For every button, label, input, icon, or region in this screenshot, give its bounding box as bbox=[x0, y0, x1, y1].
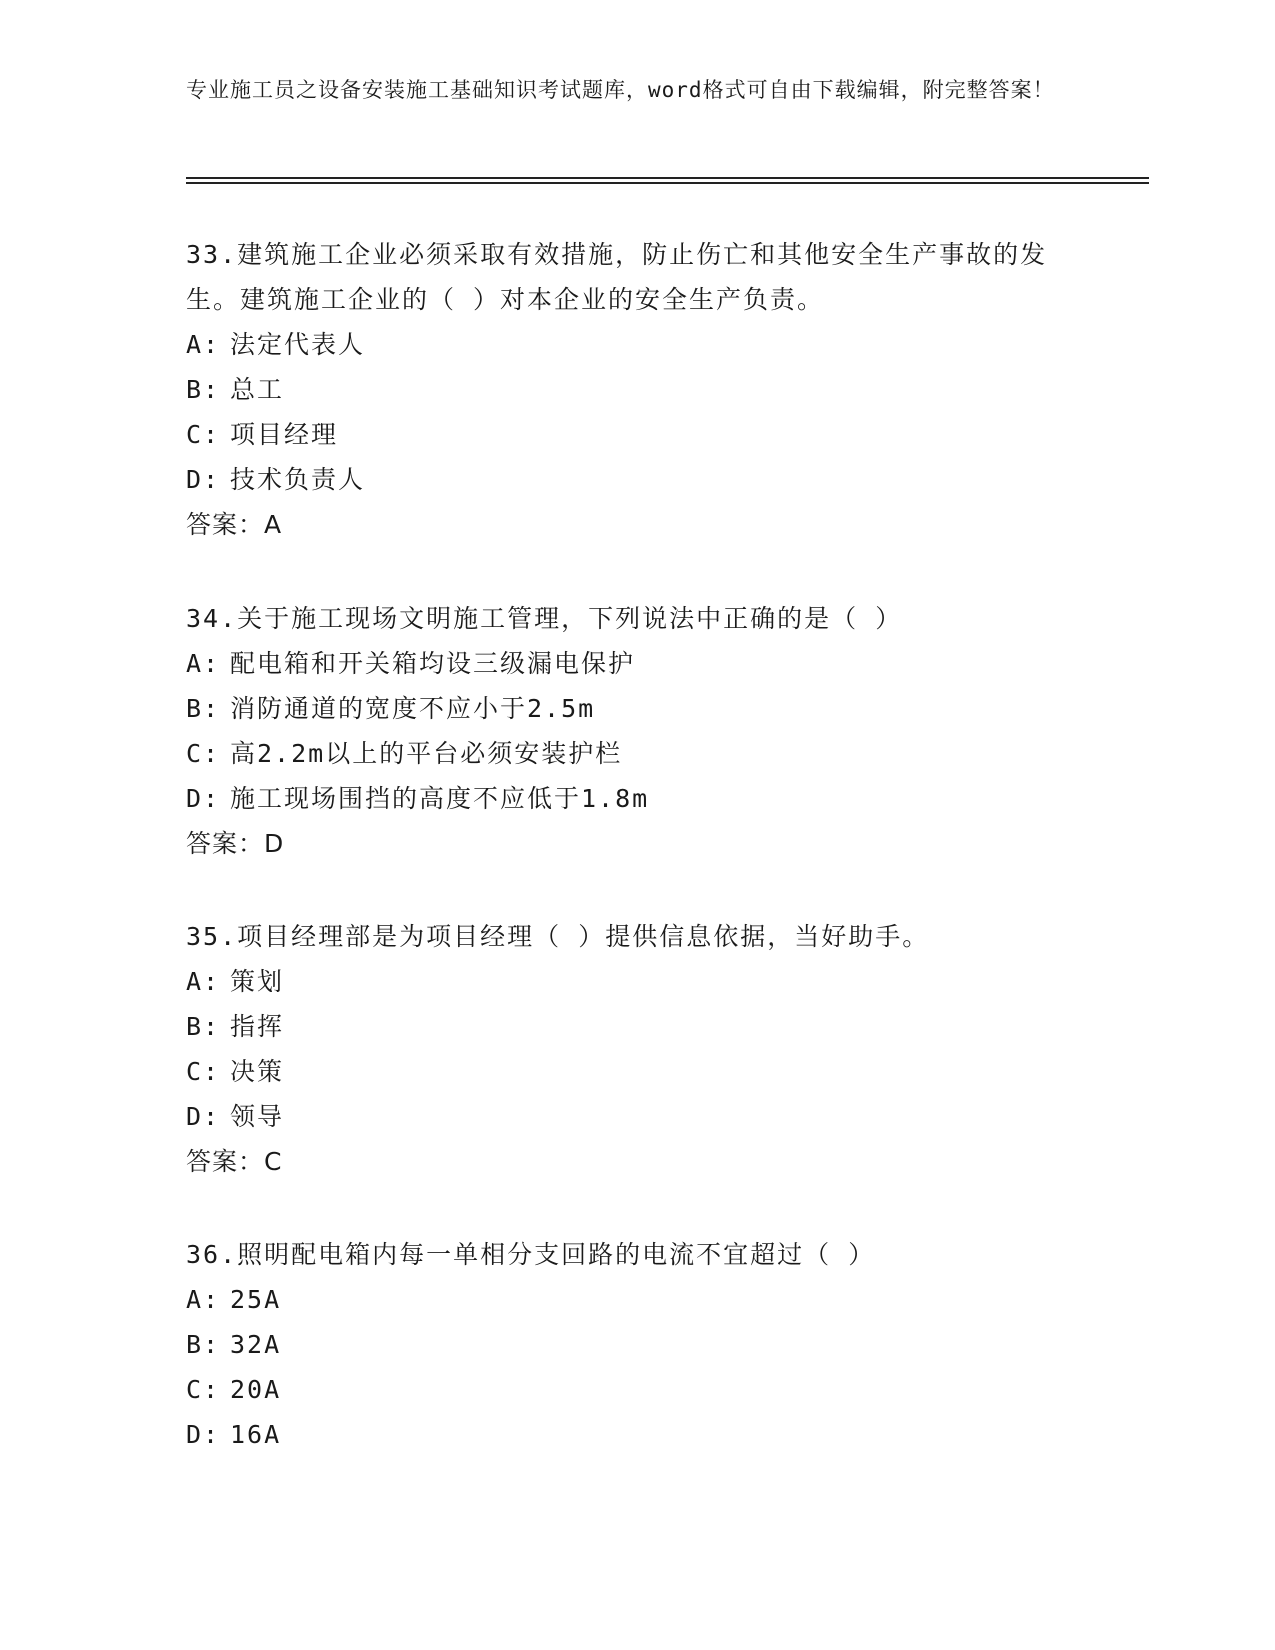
option-text: 领导 bbox=[230, 1102, 285, 1131]
question-stem: 34.关于施工现场文明施工管理，下列说法中正确的是（ ） bbox=[186, 604, 903, 633]
option-a bbox=[186, 641, 1086, 686]
option-a bbox=[186, 959, 1086, 1004]
header-divider-top bbox=[186, 177, 1149, 179]
option-key: D: bbox=[186, 465, 221, 494]
option-c bbox=[186, 1049, 1086, 1094]
option-c bbox=[186, 731, 1086, 776]
question-stem: 35.项目经理部是为项目经理（ ）提供信息依据，当好助手。 bbox=[186, 922, 930, 951]
question-35 bbox=[186, 914, 1086, 1184]
option-b bbox=[186, 1004, 1086, 1049]
option-text: 策划 bbox=[230, 967, 285, 996]
option-d bbox=[186, 1094, 1086, 1139]
option-text: 施工现场围挡的高度不应低于1.8m bbox=[230, 784, 650, 813]
option-b bbox=[186, 1322, 1086, 1367]
option-text: 决策 bbox=[230, 1057, 285, 1086]
option-key: D: bbox=[186, 1102, 221, 1131]
option-text: 消防通道的宽度不应小于2.5m bbox=[230, 694, 596, 723]
option-d bbox=[186, 776, 1086, 821]
option-text: 指挥 bbox=[230, 1012, 285, 1041]
option-text: 法定代表人 bbox=[230, 330, 366, 359]
option-key: B: bbox=[186, 375, 221, 404]
answer-line: 答案：C bbox=[186, 1147, 283, 1176]
option-key: C: bbox=[186, 1057, 221, 1086]
option-key: A: bbox=[186, 967, 221, 996]
option-key: A: bbox=[186, 649, 221, 678]
answer-line: 答案：A bbox=[186, 510, 283, 539]
option-key: C: bbox=[186, 1375, 221, 1404]
question-36 bbox=[186, 1232, 1086, 1457]
option-b bbox=[186, 367, 1086, 412]
option-key: C: bbox=[186, 420, 221, 449]
question-33 bbox=[186, 232, 1086, 547]
option-key: B: bbox=[186, 694, 221, 723]
question-stem: 36.照明配电箱内每一单相分支回路的电流不宜超过（ ） bbox=[186, 1240, 876, 1269]
option-b bbox=[186, 686, 1086, 731]
question-stem: 33.建筑施工企业必须采取有效措施，防止伤亡和其他安全生产事故的发生。建筑施工企业的（ ）对本企业的安全生产负责。 bbox=[186, 240, 1048, 314]
option-key: D: bbox=[186, 784, 221, 813]
option-key: A: bbox=[186, 1285, 221, 1314]
option-key: D: bbox=[186, 1420, 221, 1449]
option-key: C: bbox=[186, 739, 221, 768]
option-text: 总工 bbox=[230, 375, 285, 404]
header-divider-bottom bbox=[186, 182, 1149, 184]
option-text: 20A bbox=[230, 1375, 282, 1404]
option-text: 技术负责人 bbox=[230, 465, 366, 494]
option-text: 高2.2m以上的平台必须安装护栏 bbox=[230, 739, 623, 768]
option-d bbox=[186, 1412, 1086, 1457]
option-text: 32A bbox=[230, 1330, 282, 1359]
option-key: B: bbox=[186, 1012, 221, 1041]
option-text: 16A bbox=[230, 1420, 282, 1449]
option-key: B: bbox=[186, 1330, 221, 1359]
option-key: A: bbox=[186, 330, 221, 359]
option-a bbox=[186, 322, 1086, 367]
option-c bbox=[186, 412, 1086, 457]
option-c bbox=[186, 1367, 1086, 1412]
document-header: 专业施工员之设备安装施工基础知识考试题库，word格式可自由下载编辑，附完整答案！ bbox=[186, 78, 1055, 102]
option-text: 项目经理 bbox=[230, 420, 339, 449]
answer-line: 答案：D bbox=[186, 829, 285, 858]
option-text: 配电箱和开关箱均设三级漏电保护 bbox=[230, 649, 636, 678]
option-a bbox=[186, 1277, 1086, 1322]
option-text: 25A bbox=[230, 1285, 282, 1314]
question-34 bbox=[186, 596, 1086, 866]
option-d bbox=[186, 457, 1086, 502]
